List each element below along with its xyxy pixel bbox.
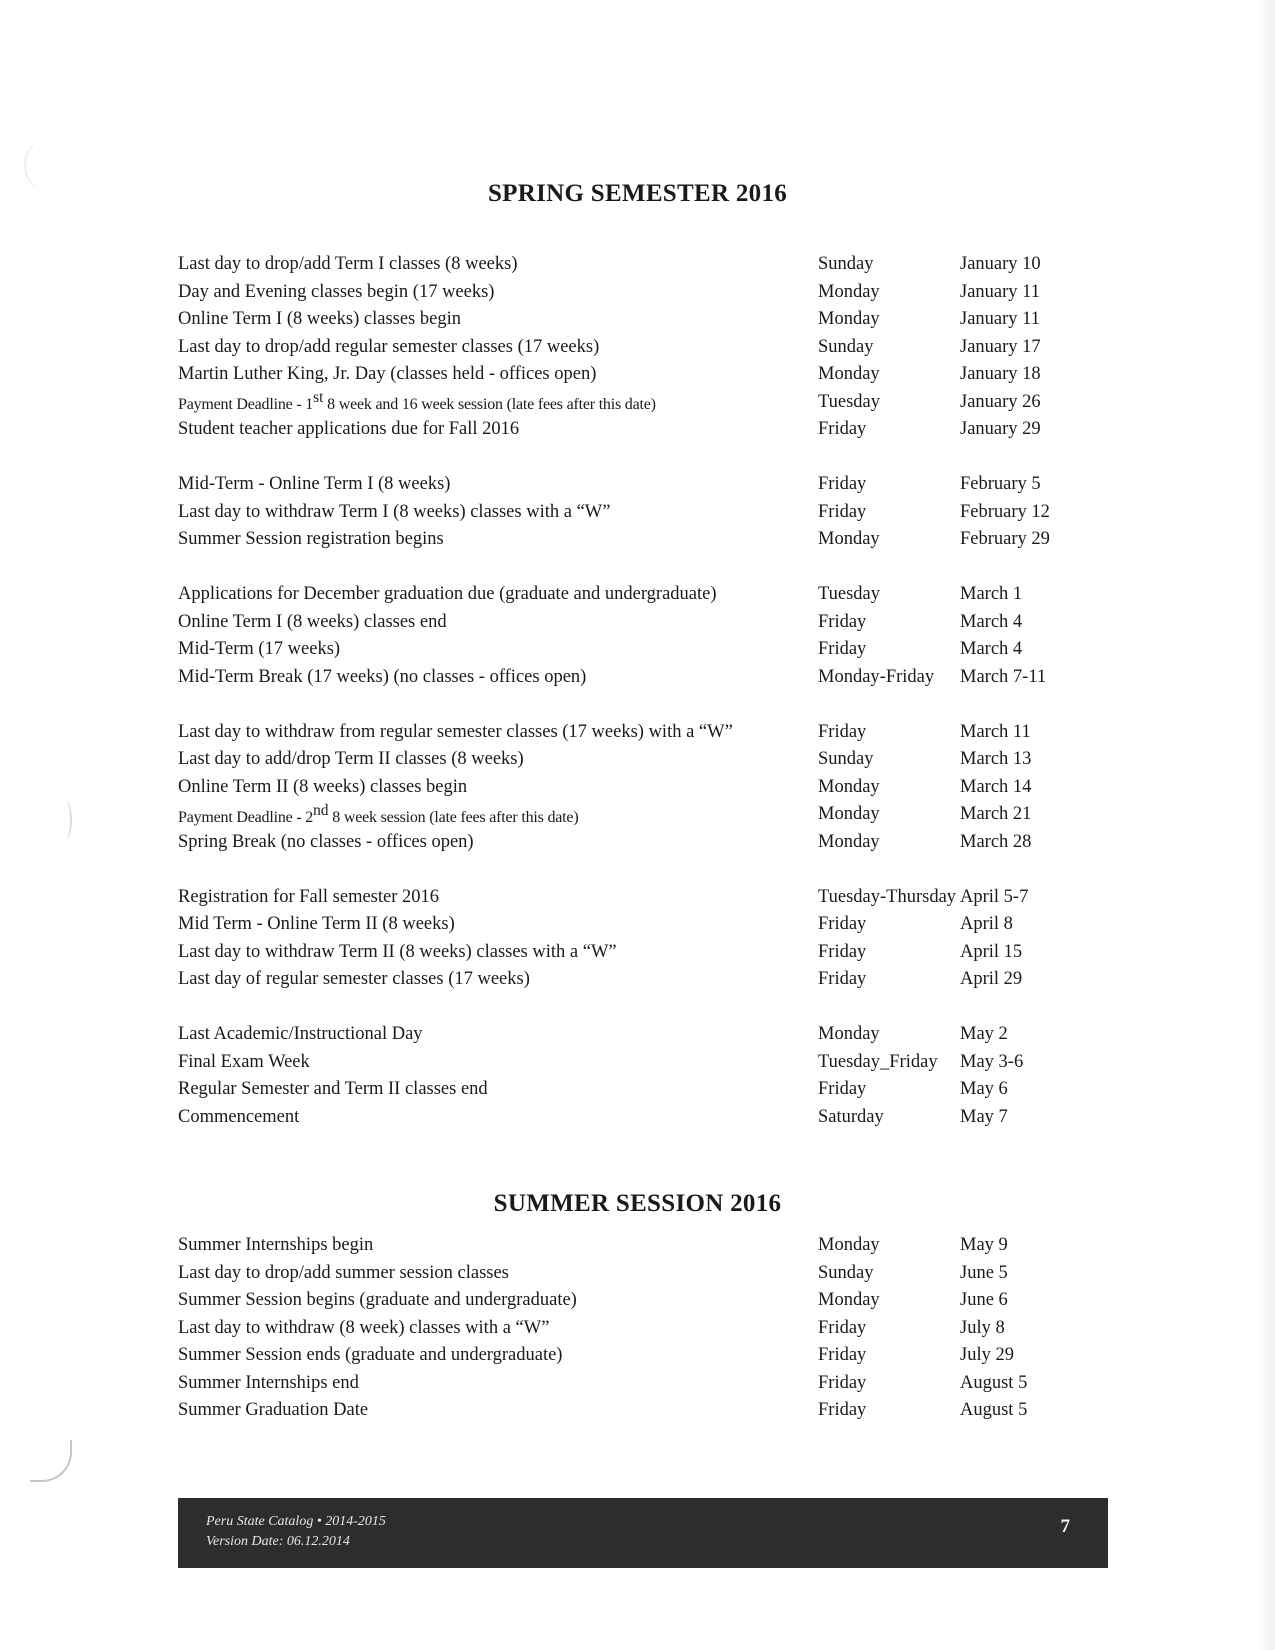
event-day: Friday — [818, 639, 867, 660]
event-day: Friday — [818, 611, 867, 632]
event-description: Mid Term - Online Term II (8 weeks) — [178, 914, 455, 935]
event-row — [178, 966, 1078, 994]
event-description: Last day to drop/add summer session classes — [178, 1262, 509, 1283]
event-day: Friday — [818, 474, 867, 495]
event-row — [178, 581, 1078, 609]
event-row — [178, 884, 1078, 912]
spring-events-table — [178, 251, 1078, 1159]
event-date: April 29 — [960, 969, 1023, 990]
event-date: January 18 — [960, 364, 1041, 385]
event-date: January 11 — [960, 309, 1040, 330]
event-row — [178, 636, 1078, 664]
event-day: Monday — [818, 529, 880, 550]
event-date: August 5 — [960, 1400, 1028, 1421]
event-date: March 28 — [960, 831, 1032, 852]
event-day: Tuesday — [818, 584, 881, 605]
event-date: January 17 — [960, 336, 1041, 357]
event-group — [178, 884, 1078, 994]
event-description: Registration for Fall semester 2016 — [178, 886, 440, 907]
event-description: Last Academic/Instructional Day — [178, 1024, 423, 1045]
event-row — [178, 1104, 1078, 1132]
summer-session-title: SUMMER SESSION 2016 — [493, 1190, 782, 1217]
event-day: Sunday — [818, 749, 874, 770]
event-row — [178, 801, 1078, 829]
event-date: May 6 — [960, 1079, 1008, 1100]
event-date: February 29 — [960, 529, 1050, 550]
event-group — [178, 581, 1078, 691]
event-date: April 15 — [960, 941, 1023, 962]
event-row — [178, 609, 1078, 637]
event-date: July 8 — [960, 1317, 1005, 1338]
event-description-part: 8 week session (late fees after this date) — [328, 808, 579, 826]
event-description: Last day to withdraw (8 week) classes with a “W” — [178, 1317, 550, 1338]
event-description: Online Term I (8 weeks) classes end — [178, 611, 447, 632]
event-day: Sunday — [818, 336, 874, 357]
event-date: March 1 — [960, 584, 1023, 605]
event-group — [178, 1021, 1078, 1131]
event-description: Summer Internships end — [178, 1372, 359, 1393]
event-date: January 29 — [960, 419, 1041, 440]
event-description: Online Term I (8 weeks) classes begin — [178, 309, 461, 330]
event-day: Monday — [818, 831, 880, 852]
event-description: Last day to add/drop Term II classes (8 weeks) — [178, 749, 524, 770]
footer-text — [206, 1512, 386, 1552]
event-date: March 13 — [960, 749, 1032, 770]
event-description: Commencement — [178, 1106, 300, 1127]
event-day: Friday — [818, 914, 867, 935]
event-row — [178, 746, 1078, 774]
event-date: May 7 — [960, 1106, 1008, 1127]
event-description: Last day to withdraw from regular semester classes (17 weeks) with a “W” — [178, 721, 733, 742]
event-day: Monday — [818, 364, 880, 385]
event-date: January 26 — [960, 391, 1041, 412]
event-date: June 6 — [960, 1290, 1008, 1311]
scan-edge-shadow — [1257, 0, 1275, 1650]
event-description-part: 8 week and 16 week session (late fees after this date) — [323, 396, 656, 414]
event-day: Friday — [818, 1079, 867, 1100]
event-row — [178, 1232, 1078, 1260]
event-row — [178, 1076, 1078, 1104]
event-row — [178, 829, 1078, 857]
event-date: March 4 — [960, 639, 1023, 660]
event-row — [178, 1370, 1078, 1398]
event-row — [178, 361, 1078, 389]
event-row — [178, 251, 1078, 279]
page-footer — [178, 1498, 1108, 1568]
event-description: Summer Session registration begins — [178, 529, 444, 550]
event-day: Friday — [818, 1317, 867, 1338]
event-group — [178, 251, 1078, 444]
event-date: March 21 — [960, 804, 1032, 825]
footer-catalog: Peru State Catalog • 2014-2015 — [206, 1514, 386, 1529]
event-description: Martin Luther King, Jr. Day (classes held - offices open) — [178, 364, 597, 385]
event-date: July 29 — [960, 1345, 1014, 1366]
event-row — [178, 1287, 1078, 1315]
event-row — [178, 1049, 1078, 1077]
event-day: Friday — [818, 1400, 867, 1421]
event-day: Friday — [818, 419, 867, 440]
event-description — [178, 802, 818, 828]
event-row — [178, 719, 1078, 747]
event-description: Mid-Term Break (17 weeks) (no classes - offices open) — [178, 666, 587, 687]
event-description: Last day to drop/add regular semester classes (17 weeks) — [178, 336, 600, 357]
event-date: March 4 — [960, 611, 1023, 632]
spring-semester-title: SPRING SEMESTER 2016 — [487, 180, 788, 207]
event-day: Monday — [818, 804, 880, 825]
event-description: Last day to drop/add Term I classes (8 weeks) — [178, 254, 518, 275]
event-description: Mid-Term (17 weeks) — [178, 639, 341, 660]
event-row — [178, 279, 1078, 307]
event-row — [178, 334, 1078, 362]
summer-events-table — [178, 1232, 1078, 1425]
event-description-part: Payment Deadline - 2 — [178, 808, 314, 826]
event-description: Final Exam Week — [178, 1051, 310, 1072]
event-day: Monday — [818, 1235, 880, 1256]
event-date: May 9 — [960, 1235, 1008, 1256]
event-row — [178, 416, 1078, 444]
event-group — [178, 719, 1078, 857]
event-row — [178, 499, 1078, 527]
scan-smudge — [58, 800, 72, 840]
event-day: Sunday — [818, 254, 874, 275]
event-date: February 12 — [960, 501, 1050, 522]
event-date: August 5 — [960, 1372, 1028, 1393]
event-description: Student teacher applications due for Fall 2016 — [178, 419, 520, 440]
event-day: Friday — [818, 501, 867, 522]
event-date: May 3-6 — [960, 1051, 1024, 1072]
event-row — [178, 939, 1078, 967]
event-date: March 7-11 — [960, 666, 1047, 687]
event-date: March 11 — [960, 721, 1031, 742]
event-description-part: Payment Deadline - 1 — [178, 396, 314, 414]
event-row — [178, 1260, 1078, 1288]
ordinal-suffix: nd — [313, 801, 329, 819]
event-day: Friday — [818, 941, 867, 962]
event-row — [178, 1315, 1078, 1343]
event-date: January 11 — [960, 281, 1040, 302]
scan-smudge — [30, 1440, 72, 1482]
event-day: Friday — [818, 1345, 867, 1366]
event-day: Friday — [818, 1372, 867, 1393]
event-description: Summer Session begins (graduate and undergraduate) — [178, 1290, 577, 1311]
event-day: Friday — [818, 969, 867, 990]
event-day: Monday-Friday — [818, 666, 935, 687]
event-date: April 8 — [960, 914, 1013, 935]
event-row — [178, 306, 1078, 334]
event-date: January 10 — [960, 254, 1041, 275]
event-row — [178, 911, 1078, 939]
event-description: Summer Internships begin — [178, 1235, 374, 1256]
event-day: Monday — [818, 309, 880, 330]
event-description — [178, 389, 818, 415]
ordinal-suffix: st — [313, 389, 324, 407]
event-description: Spring Break (no classes - offices open) — [178, 831, 474, 852]
event-day: Saturday — [818, 1106, 884, 1127]
event-day: Monday — [818, 1290, 880, 1311]
event-description: Regular Semester and Term II classes end — [178, 1079, 488, 1100]
event-date: March 14 — [960, 776, 1032, 797]
event-row — [178, 664, 1078, 692]
event-day: Monday — [818, 1024, 880, 1045]
event-day: Sunday — [818, 1262, 874, 1283]
event-row — [178, 471, 1078, 499]
event-day: Friday — [818, 721, 867, 742]
event-day: Tuesday_Friday — [818, 1051, 938, 1072]
event-day: Tuesday — [818, 391, 881, 412]
event-date: February 5 — [960, 474, 1041, 495]
event-day: Monday — [818, 776, 880, 797]
event-description: Summer Graduation Date — [178, 1400, 369, 1421]
event-row — [178, 774, 1078, 802]
event-row — [178, 1021, 1078, 1049]
event-row — [178, 389, 1078, 417]
event-description: Online Term II (8 weeks) classes begin — [178, 776, 468, 797]
event-description: Summer Session ends (graduate and undergraduate) — [178, 1345, 563, 1366]
event-row — [178, 526, 1078, 554]
event-description: Last day to withdraw Term II (8 weeks) classes with a “W” — [178, 941, 617, 962]
event-date: June 5 — [960, 1262, 1008, 1283]
page-number: 7 — [1060, 1516, 1070, 1537]
event-description: Applications for December graduation due (graduate and undergraduate) — [178, 584, 717, 605]
event-date: April 5-7 — [960, 886, 1029, 907]
footer-version: Version Date: 06.12.2014 — [206, 1534, 350, 1549]
event-description: Last day to withdraw Term I (8 weeks) classes with a “W” — [178, 501, 611, 522]
event-description: Mid-Term - Online Term I (8 weeks) — [178, 474, 451, 495]
event-description: Last day of regular semester classes (17 weeks) — [178, 969, 530, 990]
event-description: Day and Evening classes begin (17 weeks) — [178, 281, 495, 302]
event-row — [178, 1397, 1078, 1425]
event-day: Tuesday-Thursday — [818, 886, 957, 907]
event-group — [178, 471, 1078, 554]
event-date: May 2 — [960, 1024, 1008, 1045]
event-day: Monday — [818, 281, 880, 302]
event-row — [178, 1342, 1078, 1370]
